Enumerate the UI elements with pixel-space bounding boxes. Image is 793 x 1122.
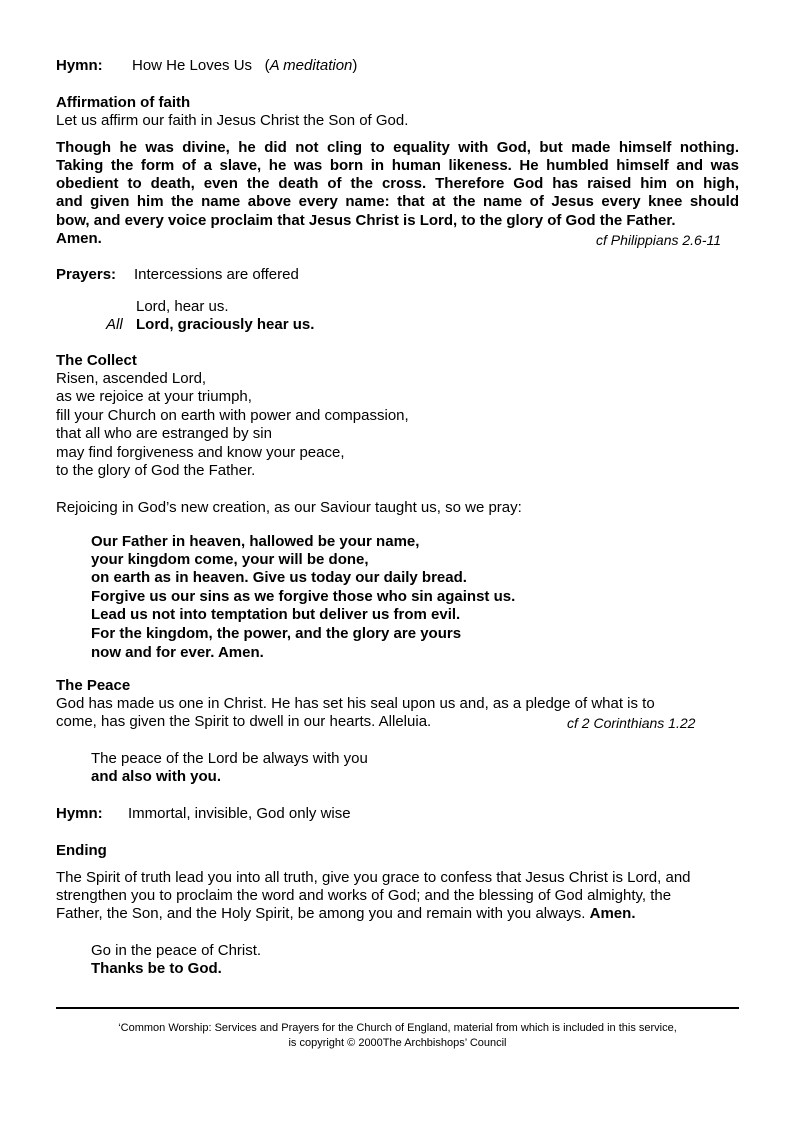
hymn-note-close: ) (352, 57, 358, 74)
hymn-title: Immortal, invisible, God only wise (128, 805, 351, 822)
affirmation-line: Though he was divine, he did not cling to equality with God, but made himself nothing. (56, 139, 739, 156)
lords-prayer-line: Our Father in heaven, hallowed be your name, (91, 533, 420, 550)
prayers-response: Lord, graciously hear us. (136, 316, 315, 333)
ending-line: strengthen you to proclaim the word and works of God; and the blessing of God almighty, the (56, 887, 672, 904)
peace-line: God has made us one in Christ. He has set his seal upon us and, as a pledge of what is to (56, 695, 655, 712)
peace-versicle: The peace of the Lord be always with you (91, 750, 368, 767)
peace-response: and also with you. (91, 768, 222, 785)
affirmation-line: bow, and every voice proclaim that Jesus Christ is Lord, to the glory of God the Father. (56, 212, 676, 229)
peace-reference: cf 2 Corinthians 1.22 (567, 715, 696, 731)
affirmation-intro: Let us affirm our faith in Jesus Christ the Son of God. (56, 112, 409, 129)
hymn-label: Hymn: (56, 57, 103, 74)
dismissal-response: Thanks be to God. (91, 960, 222, 977)
ending-line-final (56, 905, 635, 923)
peace-heading: The Peace (56, 677, 131, 694)
affirmation-reference: cf Philippians 2.6-11 (596, 232, 722, 248)
ending-amen: Amen. (589, 905, 636, 922)
lords-prayer-line: For the kingdom, the power, and the glory are yours (91, 625, 462, 642)
hymn-label: Hymn: (56, 805, 103, 822)
lords-prayer-line: Forgive us our sins as we forgive those who sin against us. (91, 588, 516, 605)
dismissal: Go in the peace of Christ. (91, 942, 262, 959)
footer-divider (56, 1007, 739, 1009)
peace-line: come, has given the Spirit to dwell in our hearts. Alleluia. (56, 713, 432, 730)
ending-heading: Ending (56, 842, 107, 859)
affirmation-line: Taking the form of a slave, he was born in human likeness. He humbled himself and was (56, 157, 739, 174)
prayers-versicle: Lord, hear us. (136, 298, 229, 315)
lords-prayer-intro: Rejoicing in God’s new creation, as our Saviour taught us, so we pray: (56, 499, 522, 516)
ending-line: The Spirit of truth lead you into all truth, give you grace to confess that Jesus Christ is Lord, and (56, 869, 691, 886)
hymn-opening (56, 57, 358, 75)
lords-prayer-line: Lead us not into temptation but deliver us from evil. (91, 606, 461, 623)
prayers-text: Intercessions are offered (134, 266, 299, 283)
collect-line: as we rejoice at your triumph, (56, 388, 252, 405)
collect-line: Risen, ascended Lord, (56, 370, 207, 387)
collect-line: may find forgiveness and know your peace, (56, 444, 345, 461)
collect-line: to the glory of God the Father. (56, 462, 256, 479)
collect-line: that all who are estranged by sin (56, 425, 272, 442)
all-label: All (106, 316, 123, 333)
lords-prayer-line: your kingdom come, your will be done, (91, 551, 369, 568)
copyright-line: is copyright © 2000The Archbishops’ Council (288, 1037, 507, 1049)
hymn-note: A meditation (269, 57, 353, 74)
lords-prayer-line: on earth as in heaven. Give us today our daily bread. (91, 569, 467, 586)
affirmation-amen: Amen. (56, 230, 102, 247)
hymn-title-line (132, 57, 357, 75)
ending-text: Father, the Son, and the Holy Spirit, be among you and remain with you always. (56, 905, 586, 922)
collect-line: fill your Church on earth with power and compassion, (56, 407, 409, 424)
copyright-line: ‘Common Worship: Services and Prayers for the Church of England, material from which is included in this service, (118, 1022, 677, 1034)
hymn-title: How He Loves Us (132, 57, 253, 74)
affirmation-line: and given him the name above every name: that at the name of Jesus every knee should (56, 193, 739, 210)
prayers-label: Prayers: (56, 266, 117, 283)
affirmation-heading: Affirmation of faith (56, 94, 191, 111)
collect-heading: The Collect (56, 352, 137, 369)
affirmation-line: obedient to death, even the death of the cross. Therefore God has raised him on high, (56, 175, 739, 192)
lords-prayer-line: now and for ever. Amen. (91, 644, 264, 661)
hymn-note-open: ( (264, 57, 270, 74)
